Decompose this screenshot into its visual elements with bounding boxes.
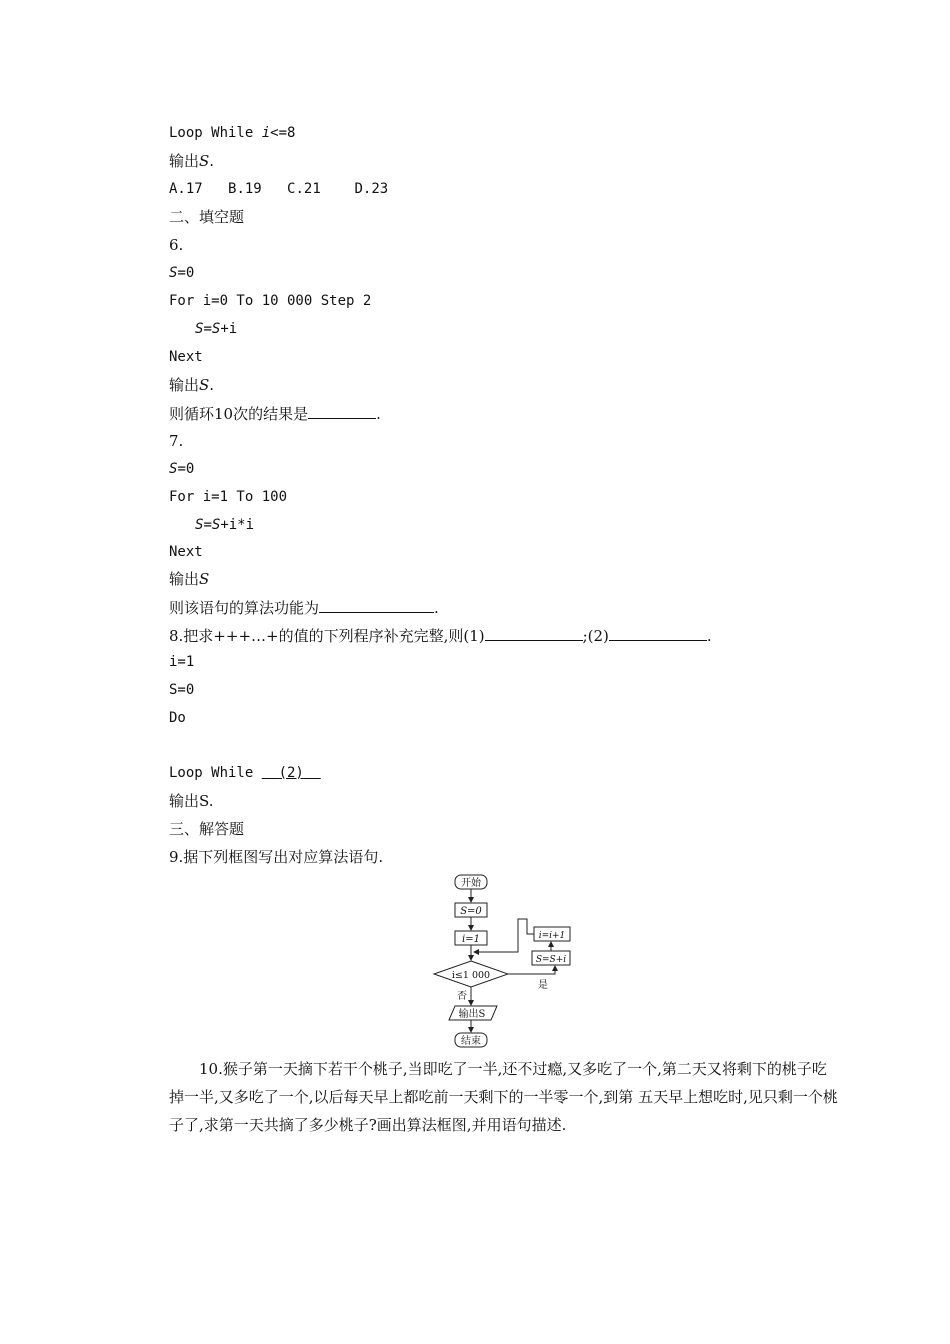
flow-output-label: 输出S: [458, 1009, 486, 1020]
q7-body-eq: =: [203, 517, 212, 533]
q6-output-label: 输出: [169, 376, 200, 394]
q7-body-lhs: S: [195, 517, 204, 533]
q7-for-line: For i=1 To 100: [169, 489, 288, 505]
q9-stem: 9.据下列框图写出对应算法语句.: [169, 848, 384, 866]
q7-output-label: 输出: [169, 570, 200, 588]
q5-option-a: A.17: [169, 181, 203, 197]
q8-stem: [169, 625, 712, 646]
q7-s-init: [169, 459, 194, 479]
q6-body-rhs-var: S: [211, 321, 221, 337]
q5-option-d: D.23: [354, 181, 389, 197]
q8-stem-end: .: [706, 627, 712, 645]
q8-loop-blank[interactable]: [262, 765, 321, 781]
q6-for-line: For i=0 To 10 000 Step 2: [169, 293, 372, 309]
q6-output-end: .: [209, 376, 215, 394]
q8-blank-1[interactable]: [485, 625, 583, 641]
q6-body-line: [195, 319, 237, 339]
flow-end-label: 结束: [461, 1036, 481, 1047]
q7-answer-blank[interactable]: [319, 597, 434, 613]
q8-loop-line: [169, 763, 321, 783]
q5-output-line: [169, 151, 214, 171]
q6-answer-blank[interactable]: [308, 403, 376, 419]
q6-question: [169, 403, 381, 424]
q5-option-c: C.21: [287, 181, 321, 197]
q7-s-var: S: [169, 461, 178, 477]
flow-s-init-label: S=0: [460, 906, 482, 917]
q5-loop-var: i: [261, 125, 271, 141]
q8-stem-text: 8.把求+++…+的值的下列程序补充完整,则(1): [169, 627, 485, 645]
q8-init-s: S=0: [169, 682, 195, 698]
q10-text: 10.猴子第一天摘下若干个桃子,当即吃了一半,还不过瘾,又多吃了一个,第二天又将剩下的桃子吃掉一半,又多吃了一个,以后每天早上都吃前一天剩下的一半零一个,到第 五天早上想吃时,见只剩一个桃子了,求第一天共摘了多少桃子?画出算法框图,并用语句描述.: [169, 1060, 838, 1134]
flow-update-i-label: i=i+1: [538, 931, 566, 941]
section3-title: 三、解答题: [169, 820, 245, 838]
q6-s-init: [169, 263, 194, 283]
q7-output-var: S: [199, 570, 210, 588]
q6-question-end: .: [376, 405, 381, 423]
q8-stem-sep: ;(2): [582, 627, 609, 645]
q5-options: [169, 179, 388, 199]
q6-question-text: 则循环10次的结果是: [169, 405, 309, 423]
q8-do: Do: [169, 710, 186, 726]
flow-condition-label: i≤1 000: [451, 970, 491, 981]
q6-number: 6.: [169, 236, 184, 254]
q5-loop-line: [169, 123, 295, 143]
q6-output-line: [169, 375, 214, 395]
q6-output-var: S: [199, 376, 210, 394]
q8-loop-keyword: Loop While: [169, 765, 262, 781]
q6-s-var: S: [169, 265, 178, 281]
q6-s-init-value: =0: [177, 265, 195, 281]
q5-option-b: B.19: [228, 181, 262, 197]
q8-init-i: i=1: [169, 654, 195, 670]
q6-body-eq: =: [203, 321, 212, 337]
q7-next: Next: [169, 544, 203, 560]
flow-yes-label: 是: [538, 980, 548, 991]
q7-body-rhs-var: S: [211, 517, 221, 533]
q5-loop-cond: <=8: [270, 125, 296, 141]
q8-loop-blank-label: (2): [278, 765, 304, 781]
q6-body-rhs-end: +i: [220, 321, 238, 337]
q7-question: [169, 597, 439, 618]
q7-s-init-value: =0: [177, 461, 195, 477]
q8-blank-2[interactable]: [609, 625, 707, 641]
flow-update-s-label: S=S+i: [535, 955, 567, 965]
q5-output-end: .: [209, 152, 215, 170]
section2-title: 二、填空题: [169, 208, 245, 226]
q6-next: Next: [169, 349, 203, 365]
q6-body-lhs: S: [195, 321, 204, 337]
flow-i-init-label: i=1: [462, 934, 480, 945]
q7-question-end: .: [434, 599, 439, 617]
q5-loop-keyword: Loop While: [169, 125, 262, 141]
q7-body-rhs-end: +i*i: [220, 517, 255, 533]
q7-question-text: 则该语句的算法功能为: [169, 599, 320, 617]
q8-output: 输出S.: [169, 792, 214, 810]
flow-no-label: 否: [457, 991, 467, 1002]
q7-number: 7.: [169, 432, 184, 450]
q5-output-label: 输出: [169, 152, 200, 170]
q7-body-line: [195, 515, 254, 535]
q9-flowchart: [430, 872, 580, 1050]
q7-output-line: [169, 569, 209, 589]
q5-output-var: S: [199, 152, 210, 170]
flow-start-label: 开始: [461, 878, 481, 889]
